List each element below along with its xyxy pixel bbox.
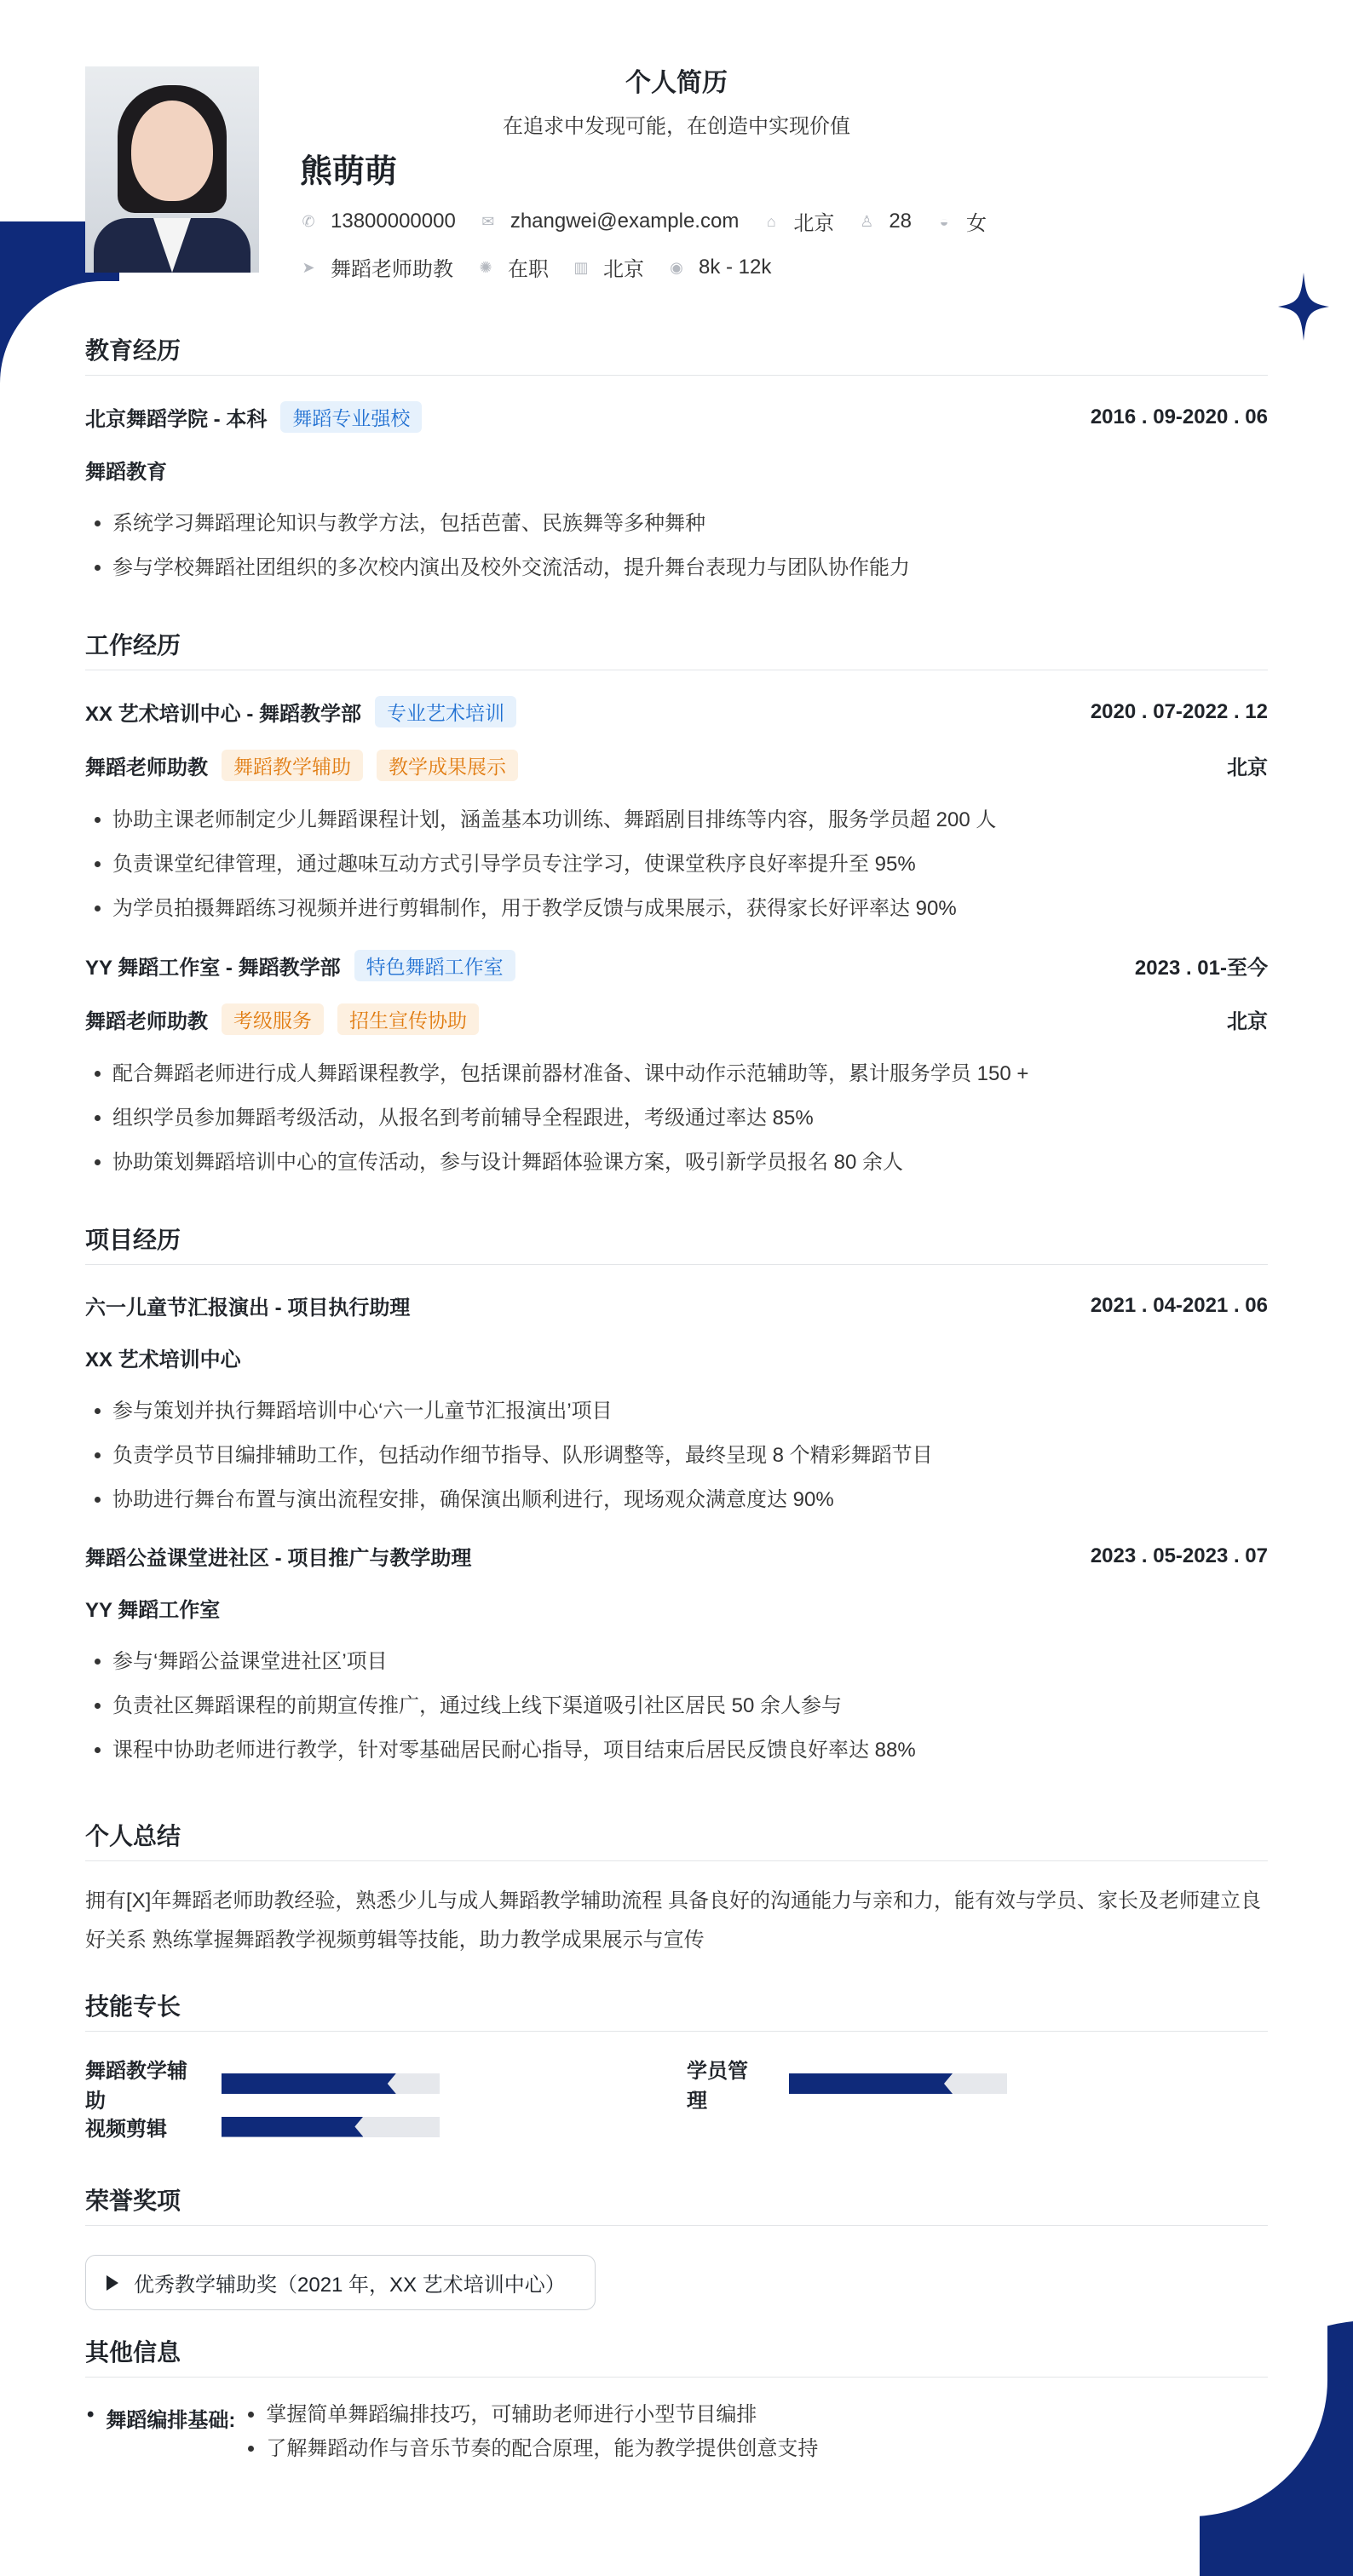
project-org: XX 艺术培训中心: [85, 1348, 241, 1371]
award-text: 优秀教学辅助奖（2021 年，XX 艺术培训中心）: [134, 2274, 566, 2297]
list-item: • 协助进行舞台布置与演出流程安排，确保演出顺利进行，现场观众满意度达 90%: [112, 1478, 1268, 1522]
list-item: • 组织学员参加舞蹈考级活动，从报名到考前辅导全程跟进，考级通过率达 85%: [112, 1096, 1268, 1141]
award-item[interactable]: [85, 2255, 596, 2310]
job-entry-head: [85, 696, 1268, 727]
work-section: [85, 627, 1268, 1185]
skill-name: 视频剪辑: [85, 2118, 167, 2141]
major-text: 舞蹈教育: [85, 461, 167, 484]
awards-section: [85, 2182, 1268, 2310]
section-title: 项目经历: [85, 1222, 1268, 1265]
skill-bar: [789, 2073, 1007, 2094]
role-tag: 舞蹈教学辅助: [222, 750, 363, 781]
project-name: 六一儿童节汇报演出 - 项目执行助理: [85, 1297, 411, 1320]
skill-bar: [222, 2073, 440, 2094]
list-item: • 系统学习舞蹈理论知识与教学方法，包括芭蕾、民族舞等多种舞种: [112, 502, 1268, 546]
list-item: • 负责学员节目编排辅助工作，包括动作细节指导、队形调整等，最终呈现 8 个精彩舞蹈节目: [112, 1434, 1268, 1478]
project-name: 舞蹈公益课堂进社区 - 项目推广与教学助理: [85, 1547, 472, 1570]
skills-grid: [85, 2054, 1268, 2173]
other-list: [235, 2403, 818, 2471]
status-text: 在职: [508, 258, 549, 281]
skill-bar-fill: [222, 2073, 396, 2094]
age-text: 28: [889, 209, 913, 233]
company-tag: 专业艺术培训: [375, 696, 516, 727]
list-item: • 配合舞蹈老师进行成人舞蹈课程教学，包括课前器材准备、课中动作示范辅助等，累计服务学员 150 +: [112, 1052, 1268, 1096]
list-item: • 负责课堂纪律管理，通过趣味互动方式引导学员专注学习，使课堂秩序良好率提升至 95%: [112, 842, 1268, 887]
list-item: • 为学员拍摄舞蹈练习视频并进行剪辑制作，用于教学反馈与成果展示，获得家长好评率达 90%: [112, 887, 1268, 931]
skill-item: [85, 2112, 440, 2142]
role-text: 舞蹈老师助教: [85, 756, 208, 779]
contact-row: [300, 206, 1010, 236]
email-text: zhangwei@example.com: [510, 209, 740, 233]
job-entry-head: [85, 950, 1268, 981]
triangle-right-icon: [107, 2275, 118, 2291]
building-icon: ▥: [573, 258, 589, 276]
project-entry-head: [85, 1541, 1268, 1571]
role-tag: 招生宣传协助: [337, 1003, 479, 1035]
skill-bar-fill: [222, 2117, 363, 2137]
section-title: 其他信息: [85, 2334, 1268, 2378]
job-list: [85, 798, 1268, 931]
section-title: 个人总结: [85, 1818, 1268, 1861]
role-tag: 考级服务: [222, 1003, 324, 1035]
position-text: 舞蹈老师助教: [331, 258, 453, 281]
home-icon: ⌂: [766, 212, 776, 230]
location-text: 北京: [793, 212, 835, 235]
list-item: • 协助策划舞蹈培训中心的宣传活动，参与设计舞蹈体验课方案，吸引新学员报名 80 余人: [112, 1141, 1268, 1185]
page-title: 个人简历: [625, 69, 728, 97]
gender-icon: ◒: [939, 212, 949, 230]
star-icon: [1278, 273, 1329, 341]
skill-name: 舞蹈教学辅助: [85, 2060, 187, 2113]
summary-section: [85, 1818, 1268, 1960]
project-date: 2021 . 04-2021 . 06: [1090, 1293, 1268, 1317]
other-key: • 舞蹈编排基础:: [85, 2403, 235, 2471]
gender-text: 女: [966, 212, 987, 235]
company-tag: 特色舞蹈工作室: [354, 950, 515, 981]
list-item: • 课程中协助老师进行教学，针对零基础居民耐心指导，项目结束后居民反馈良好率达 88%: [112, 1728, 1268, 1773]
section-title: 教育经历: [85, 332, 1268, 376]
other-info: [85, 2403, 1268, 2471]
section-title: 工作经历: [85, 627, 1268, 670]
skills-section: [85, 1988, 1268, 2173]
list-item: • 负责社区舞蹈课程的前期宣传推广，通过线上线下渠道吸引社区居民 50 余人参与: [112, 1684, 1268, 1728]
list-item: • 参与学校舞蹈社团组织的多次校内演出及校外交流活动，提升舞台表现力与团队协作能力: [112, 546, 1268, 590]
job-list: [85, 1052, 1268, 1185]
education-section: [85, 332, 1268, 590]
send-icon: ➤: [302, 258, 315, 276]
major-line: [85, 455, 1268, 485]
phone-text: 13800000000: [331, 209, 456, 233]
list-item: • 掌握简单舞蹈编排技巧，可辅助老师进行小型节目编排: [266, 2393, 818, 2437]
job-intent-row: [300, 252, 795, 282]
project-entry-head: [85, 1291, 1268, 1320]
candidate-name: 熊萌萌: [300, 154, 398, 190]
job-city: 北京: [1227, 1010, 1268, 1033]
company-name: YY 舞蹈工作室 - 舞蹈教学部: [85, 957, 341, 980]
projects-section: [85, 1222, 1268, 1773]
role-line: [85, 750, 1268, 781]
target-city-text: 北京: [603, 258, 644, 281]
project-date: 2023 . 05-2023 . 07: [1090, 1544, 1268, 1567]
list-item: • 参与‘舞蹈公益课堂进社区’项目: [112, 1640, 1268, 1684]
cake-icon: ♙: [860, 212, 874, 230]
phone-icon: ✆: [302, 212, 315, 230]
mail-icon: ✉: [481, 212, 495, 230]
org-line: [85, 1343, 1268, 1372]
list-item: • 参与策划并执行舞蹈培训中心‘六一儿童节汇报演出’项目: [112, 1389, 1268, 1434]
job-date: 2023 . 01-至今: [1134, 957, 1268, 980]
other-section: [85, 2334, 1268, 2471]
school-tag: 舞蹈专业强校: [280, 401, 422, 433]
status-icon: ✺: [479, 258, 492, 276]
education-date: 2016 . 09-2020 . 06: [1090, 405, 1268, 428]
project-list: [85, 1389, 1268, 1522]
list-item: • 协助主课老师制定少儿舞蹈课程计划，涵盖基本功训练、舞蹈剧目排练等内容，服务学员超 200 人: [112, 798, 1268, 842]
skill-item: [687, 2054, 1007, 2113]
role-line: [85, 1003, 1268, 1035]
company-name: XX 艺术培训中心 - 舞蹈教学部: [85, 703, 362, 726]
resume-page: [85, 0, 1268, 2460]
section-title: 技能专长: [85, 1988, 1268, 2032]
skill-item: [85, 2054, 440, 2113]
org-line: [85, 1593, 1268, 1623]
resume-header: [85, 0, 1268, 341]
skill-name: 学员管理: [687, 2060, 748, 2113]
role-tag: 教学成果展示: [377, 750, 518, 781]
list-item: • 了解舞蹈动作与音乐节奏的配合原理，能为教学提供创意支持: [266, 2427, 818, 2471]
job-date: 2020 . 07-2022 . 12: [1090, 699, 1268, 723]
project-org: YY 舞蹈工作室: [85, 1599, 221, 1622]
skill-bar: [222, 2117, 440, 2137]
section-title: 荣誉奖项: [85, 2182, 1268, 2226]
role-text: 舞蹈老师助教: [85, 1010, 208, 1033]
salary-icon: ◉: [670, 258, 683, 276]
salary-text: 8k - 12k: [699, 255, 772, 279]
education-entry-head: [85, 401, 1268, 433]
project-list: [85, 1640, 1268, 1773]
job-city: 北京: [1227, 756, 1268, 779]
skill-bar-fill: [789, 2073, 953, 2094]
summary-text: 拥有[X]年舞蹈老师助教经验，熟悉少儿与成人舞蹈教学辅助流程 具备良好的沟通能力与亲和力，能有效与学员、家长及老师建立良好关系 熟练掌握舞蹈教学视频剪辑等技能，助力教学成果展示与宣传: [85, 1889, 1262, 1952]
page-subtitle: 在追求中发现可能，在创造中实现价值: [503, 115, 850, 138]
education-list: [85, 502, 1268, 590]
school-name: 北京舞蹈学院 - 本科: [85, 408, 268, 431]
